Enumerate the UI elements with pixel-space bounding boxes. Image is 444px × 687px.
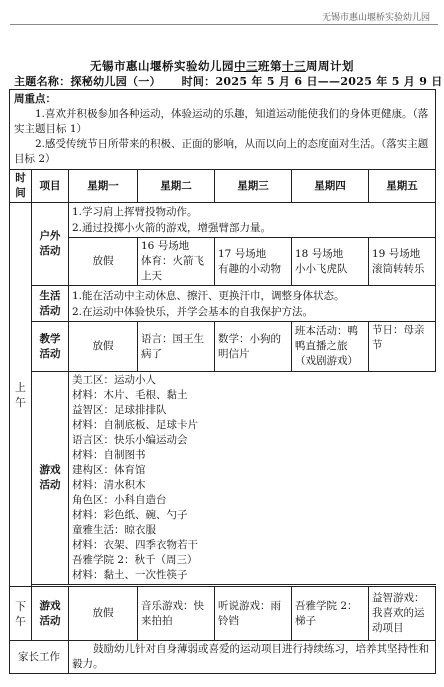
outdoor-goals-row [10,203,436,238]
teaching-mon: 放假 [69,322,138,372]
theme-value: 探秘幼儿园（一） [70,75,161,88]
subtitle [14,73,443,89]
day-header-wed: 星期三 [215,170,292,203]
afternoon-tue: 音乐游戏：快来拍拍 [138,587,215,641]
life-label: 生活活动 [32,286,69,322]
games-list [69,372,436,585]
games-line: 材料：木片、毛根、黏土 [72,389,188,401]
games-line: 材料：衣架、四季衣物若干 [72,539,198,551]
games-line: 材料：清水积木 [72,479,146,491]
life-row [10,286,436,322]
teaching-row [10,322,436,372]
games-line: 材料：黏土、一次性筷子 [72,569,188,581]
games-line: 童雅生活：晾衣服 [72,524,156,536]
outdoor-mon: 放假 [69,238,138,286]
teaching-label: 教学活动 [32,322,69,372]
games-line: 材料：彩色纸、碗、勺子 [72,509,188,521]
teaching-fri: 节日：母亲节 [369,322,436,372]
teaching-wed: 数学：小狗的明信片 [215,322,292,372]
games-label: 游戏活动 [32,372,69,585]
page-title [0,58,444,74]
games-line: 美工区：运动小人 [72,374,156,386]
afternoon-label: 下午 [10,587,32,641]
afternoon-games-label: 游戏活动 [32,587,69,641]
games-line: 角色区：小科自造台 [72,494,167,506]
afternoon-mon: 放假 [69,587,138,641]
focus-row [10,90,436,170]
life-goals [69,286,436,322]
school-watermark: 无锡市惠山堰桥实验幼儿园 [321,13,430,23]
afternoon-fri: 益智游戏：我喜欢的运动项目 [369,587,436,641]
time-value: 2025 年 5 月 6 日——2025 年 5 月 9 日 [215,75,443,88]
family-text: 鼓励幼儿针对自身薄弱或喜爱的运动项目进行持续练习，培养其坚持性和毅力。 [69,641,436,674]
title-class: 中三 [234,59,258,73]
family-label: 家长工作 [10,641,69,674]
outdoor-tue: 16 号场地 体育：火箭飞上天 [138,238,215,286]
afternoon-thu: 吾雅学院 2：梯子 [292,587,369,641]
day-header-tue: 星期二 [138,170,215,203]
games-line: 建构区：体育馆 [72,464,146,476]
outdoor-goals [69,203,436,238]
weekly-plan-table [9,89,436,674]
item-header: 项目 [32,170,69,203]
focus-goal-1: 1.喜欢并积极参加各种运动，体验运动的乐趣，知道运动能使我们的身体更健康。（落实主题目标 1） [14,108,429,135]
day-header-mon: 星期一 [69,170,138,203]
games-line: 语言区：快乐小编运动会 [72,434,188,446]
games-line: 益智区：足球排排队 [72,404,167,416]
afternoon-wed: 听说游戏：雨铃铛 [215,587,292,641]
morning-label: 上午 [10,203,32,587]
title-mid: 班第 [258,59,282,73]
afternoon-row [10,587,436,641]
life-goal-2: 2.在运动中体验快乐，并学会基本的自我保护方法。 [72,305,314,318]
teaching-thu: 班本活动：鸭鸭直播之旅（戏剧游戏） [292,322,369,372]
theme-label: 主题名称： [14,75,71,88]
games-line: 材料：自制图书 [72,449,146,461]
focus-cell [10,90,436,170]
header-divider [10,24,438,25]
day-header-thu: 星期四 [292,170,369,203]
outdoor-goal-1: 1.学习肩上挥臂投物动作。 [72,206,198,218]
outdoor-label: 户外活动 [32,203,69,286]
teaching-tue: 语言：国王生病了 [138,322,215,372]
outdoor-days-row [10,238,436,286]
title-week: 十三 [282,59,306,73]
header-row [10,170,436,203]
games-row [10,372,436,585]
games-line: 吾雅学院 2：秋千（周三） [72,554,198,566]
outdoor-wed: 17 号场地 有趣的小动物 [215,238,292,286]
life-goal-1: 1.能在活动中主动休息、擦汗、更换汗巾，调整身体状态。 [72,289,345,302]
family-row [10,641,436,674]
day-header-fri: 星期五 [369,170,436,203]
focus-label: 周重点： [14,93,56,105]
focus-goal-2: 2.感受传统节日所带来的积极、正面的影响，从而以向上的态度面对生活。（落实主题目标 2） [14,138,429,165]
outdoor-fri: 19 号场地 滚筒转转乐 [369,238,436,286]
time-header: 时间 [10,170,32,203]
outdoor-goal-2: 2.通过投掷小火箭的游戏，增强臂部力量。 [72,222,272,234]
title-prefix: 无锡市惠山堰桥实验幼儿园 [90,59,234,73]
time-label: 时间： [181,75,216,88]
games-line: 材料：自制底板、足球卡片 [72,419,198,431]
outdoor-thu: 18 号场地 小小飞虎队 [292,238,369,286]
title-suffix: 周周计划 [306,59,354,73]
